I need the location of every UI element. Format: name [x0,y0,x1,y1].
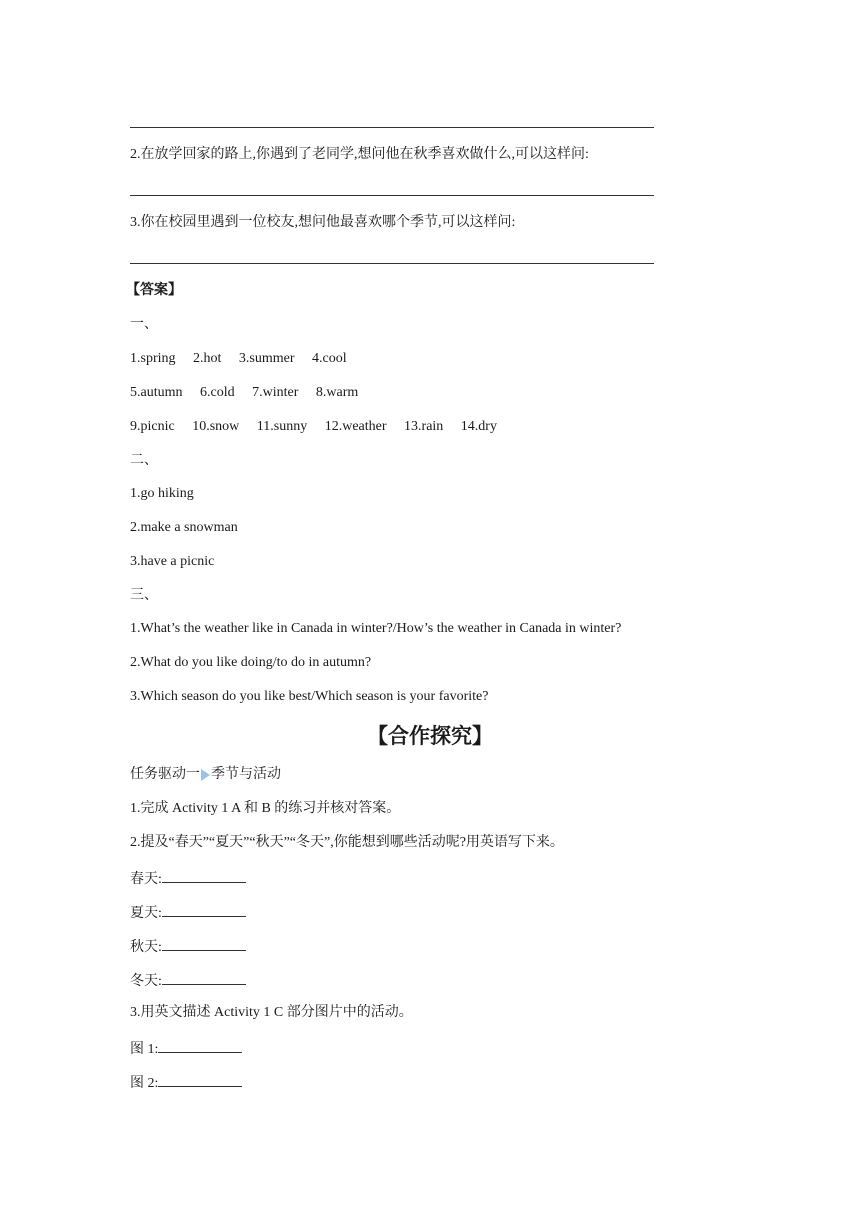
answer-item: 10.snow [192,419,240,434]
season-spring [130,868,246,889]
section-3-label: 三、 [130,588,158,603]
figure-label: 图 1: [130,1042,159,1057]
answer-heading: 【答案】 [126,283,182,298]
section-3-item-2: 2.What do you like doing/to do in autumn? [130,655,372,670]
figure-2 [130,1072,242,1093]
figure-1 [130,1038,242,1059]
question-3: 3.你在校园里遇到一位校友,想问他最喜欢哪个季节,可以这样问: [130,215,516,230]
section-2-item-3: 3.have a picnic [130,554,215,569]
answer-item: 14.dry [460,419,497,434]
answer-item: 13.rain [404,419,444,434]
answer-item: 12.weather [324,419,387,434]
answer-rule-3 [130,263,654,264]
cooperation-heading: 【合作探究】 [367,724,493,748]
fill-blank[interactable] [162,902,246,917]
answer-item: 2.hot [193,351,222,366]
section-2-item-2: 2.make a snowman [130,520,238,535]
fill-blank[interactable] [158,1038,242,1053]
season-autumn [130,936,246,957]
figure-label: 图 2: [130,1076,159,1091]
fill-blank[interactable] [162,970,246,985]
answer-item: 4.cool [312,351,347,366]
season-winter [130,970,246,991]
step-1: 1.完成 Activity 1 A 和 B 的练习并核对答案。 [130,801,401,816]
answer-item: 11.sunny [256,419,308,434]
answer-rule-2 [130,195,654,196]
fill-blank[interactable] [162,868,246,883]
section-1-label: 一、 [130,317,158,332]
section-2-label: 二、 [130,453,158,468]
answer-item: 8.warm [315,385,359,400]
question-2: 2.在放学回家的路上,你遇到了老同学,想问他在秋季喜欢做什么,可以这样问: [130,147,589,162]
answer-rule-1 [130,127,654,128]
task-title [130,766,281,784]
section-3-item-3: 3.Which season do you like best/Which season is your favorite? [130,689,489,704]
section-3-item-1: 1.What’s the weather like in Canada in winter?/How’s the weather in Canada in winter? [130,621,622,636]
season-label: 秋天: [130,940,162,955]
step-2: 2.提及“春天”“夏天”“秋天”“冬天”,你能想到哪些活动呢?用英语写下来。 [130,835,564,850]
answer-item: 9.picnic [130,419,175,434]
season-summer [130,902,246,923]
section-2-item-1: 1.go hiking [130,486,194,501]
answer-item: 3.summer [238,351,295,366]
section-1-row-2 [130,384,358,402]
arrow-right-icon [201,769,210,781]
step-3: 3.用英文描述 Activity 1 C 部分图片中的活动。 [130,1005,413,1020]
section-1-row-3 [130,418,497,436]
section-1-row-1 [130,350,347,368]
task-title-before: 任务驱动一 [130,767,200,782]
season-label: 夏天: [130,906,162,921]
season-label: 冬天: [130,974,162,989]
task-title-after: 季节与活动 [211,767,281,782]
season-label: 春天: [130,872,162,887]
answer-item: 7.winter [252,385,299,400]
answer-item: 5.autumn [130,385,183,400]
answer-item: 1.spring [130,351,176,366]
answer-item: 6.cold [200,385,235,400]
fill-blank[interactable] [162,936,246,951]
fill-blank[interactable] [158,1072,242,1087]
